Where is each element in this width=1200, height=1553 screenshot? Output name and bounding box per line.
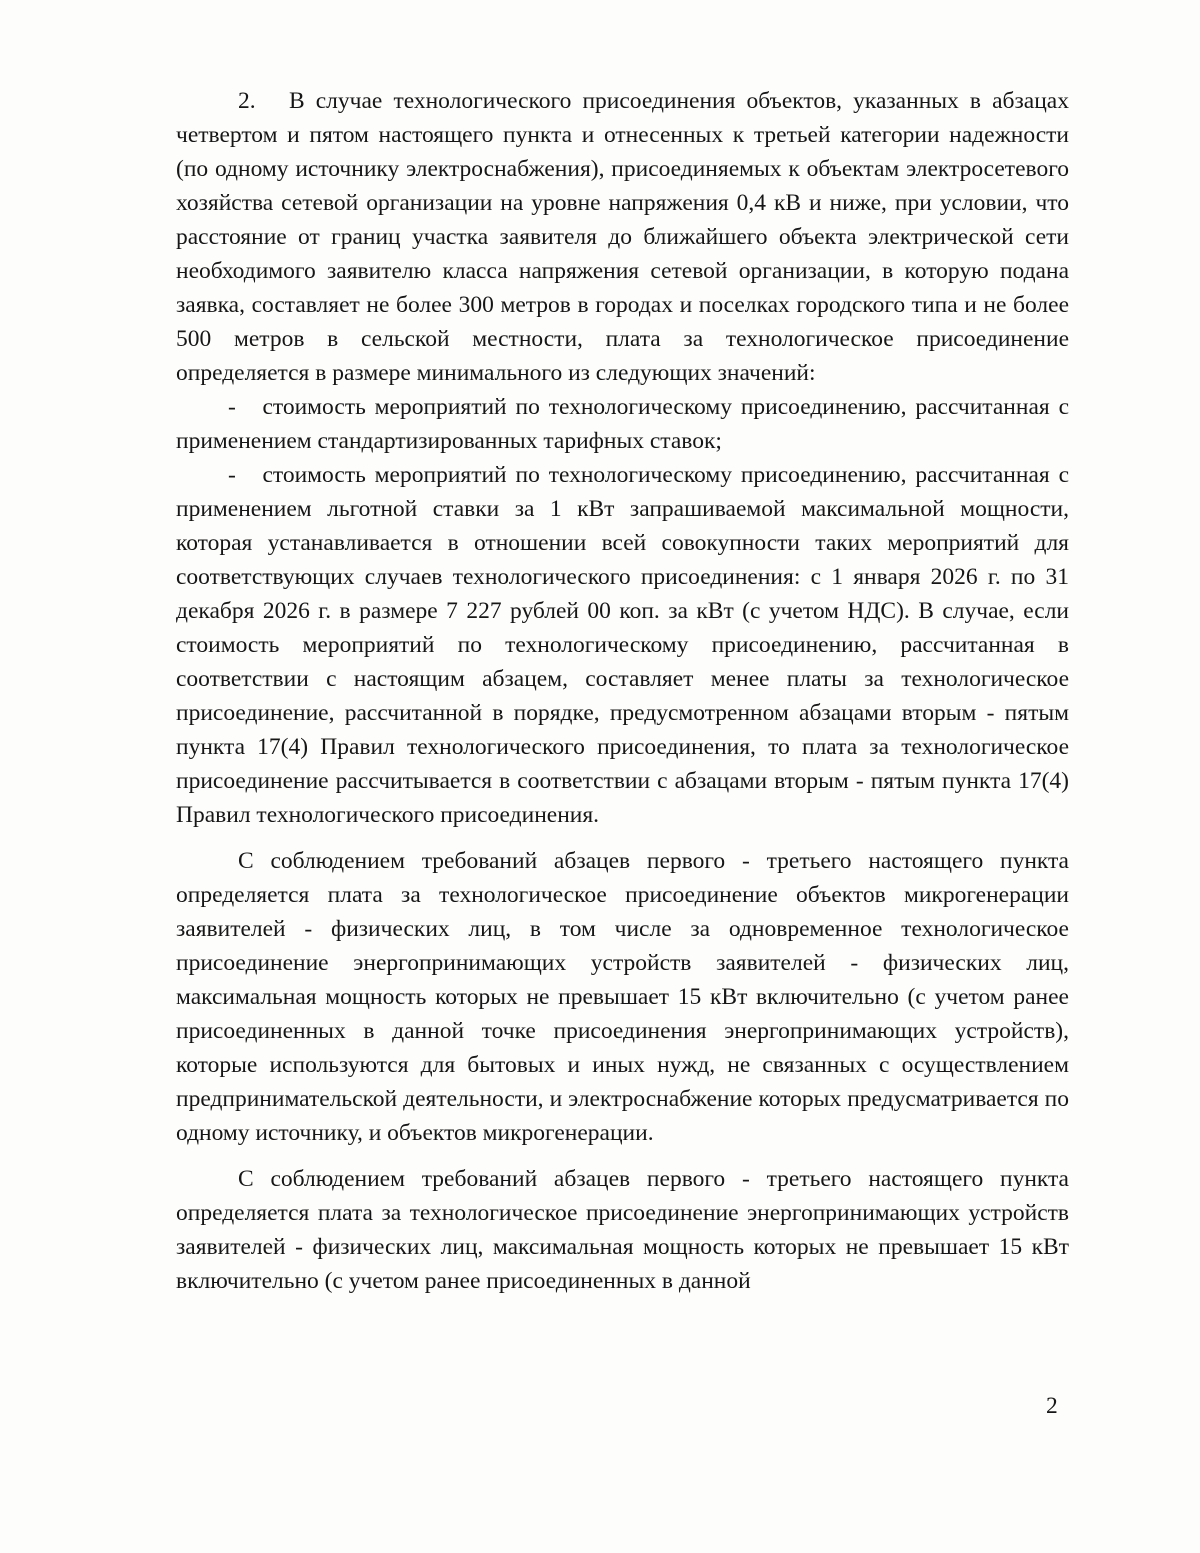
- document-body: [176, 84, 1069, 1298]
- paragraph-energy-receiving-devices: С соблюдением требований абзацев первого - третьего настоящего пункта определяется плата за технологическое присоединение энергопринимающих устройств заявителей - физических лиц, максимальная мощность которых не превышает 15 кВт включительно (с учетом ранее присоединенных в данной: [176, 1166, 1069, 1294]
- paragraph-microgeneration: С соблюдением требований абзацев первого - третьего настоящего пункта определяется плата за технологическое присоединение объектов микрогенерации заявителей - физических лиц, в том числе за одновременное технологическое присоединение энергопринимающих устройств заявителей - физических лиц, максимальная мощность которых не превышает 15 кВт включительно (с учетом ранее присоединенных в данной точке присоединения энергопринимающих устройств), которые используются для бытовых и иных нужд, не связанных с осуществлением предпринимательской деятельности, и электроснабжение которых предусматривается по одному источнику, и объектов микрогенерации.: [176, 848, 1069, 1146]
- list-item-standard-rates: - стоимость мероприятий по технологическому присоединению, рассчитанная с применением стандартизированных тарифных ставок;: [176, 394, 1069, 454]
- paragraph-item-2: 2. В случае технологического присоединения объектов, указанных в абзацах четвертом и пятом настоящего пункта и отнесенных к третьей категории надежности (по одному источнику электроснабжения), присоединяемых к объектам электросетевого хозяйства сетевой организации на уровне напряжения 0,4 кВ и ниже, при условии, что расстояние от границ участка заявителя до ближайшего объекта электрической сети необходимого заявителю класса напряжения сетевой организации, в которую подана заявка, составляет не более 300 метров в городах и поселках городского типа и не более 500 метров в сельской местности, плата за технологическое присоединение определяется в размере минимального из следующих значений:: [176, 88, 1069, 386]
- list-item-preferential-rate: - стоимость мероприятий по технологическому присоединению, рассчитанная с применением льготной ставки за 1 кВт запрашиваемой максимальной мощности, которая устанавливается в отношении всей совокупности таких мероприятий для соответствующих случаев технологического присоединения: с 1 января 2026 г. по 31 декабря 2026 г. в размере 7 227 рублей 00 коп. за кВт (с учетом НДС). В случае, если стоимость мероприятий по технологическому присоединению, рассчитанная в соответствии с настоящим абзацем, составляет менее платы за технологическое присоединение, рассчитанной в порядке, предусмотренном абзацами вторым - пятым пункта 17(4) Правил технологического присоединения, то плата за технологическое присоединение рассчитывается в соответствии с абзацами вторым - пятым пункта 17(4) Правил технологического присоединения.: [176, 462, 1069, 828]
- page-number: 2: [1046, 1393, 1058, 1419]
